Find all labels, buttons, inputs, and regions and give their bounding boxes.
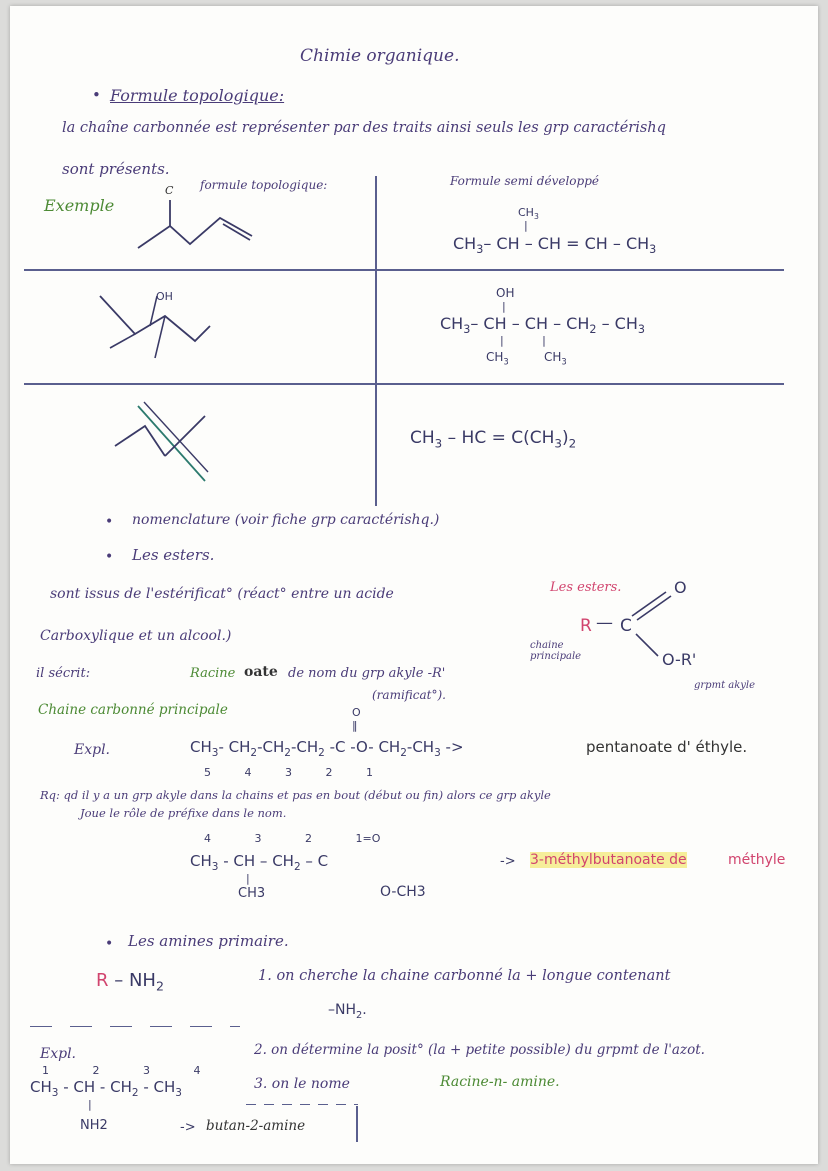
amines-step2: 2. on détermine la posit° (la + petite possible) du grpmt de l'azot. <box>254 1042 705 1058</box>
exemple-label: Exemple <box>44 196 115 215</box>
amines-expl-formula: $CH_3$ - CH - $CH_2 - CH_3$ <box>30 1078 182 1099</box>
esters-line1: sont issus de l'estérificat° (réact° entre un acide <box>50 586 394 602</box>
table-row-divider-1 <box>24 269 784 271</box>
ester-o-top: O <box>674 578 687 597</box>
ester-ex2-result-b: méthyle <box>728 852 786 868</box>
bullet-dot: • <box>92 86 101 104</box>
esters-ramificat: (ramificat°). <box>372 688 446 702</box>
amines-step3-formula: Racine-n- amine. <box>440 1074 560 1090</box>
ester-rq-line2: Joue le rôle de préfixe dans le nom. <box>80 806 287 820</box>
amines-step3: 3. on le nome <box>254 1076 350 1092</box>
amines-step1: 1. on cherche la chaine carbonné la + longue contenant <box>258 968 671 984</box>
ester-ex2-arrow: -> <box>500 854 516 869</box>
esters-racine: Racine <box>190 666 236 681</box>
nomenclature-text: nomenclature (voir fiche grp caractérishq.) <box>132 512 440 528</box>
col-semi-header: Formule semi développé <box>450 174 599 188</box>
amines-box-right <box>356 1106 358 1142</box>
ester-dash: — <box>596 613 613 633</box>
row1-bond: | <box>524 219 528 232</box>
table-row-divider-2 <box>24 383 784 385</box>
row2-oh-topo: OH <box>156 290 173 303</box>
ester-grpmt: grpmt akyle <box>694 680 756 691</box>
ester-expl-result: pentanoate d' éthyle. <box>586 738 748 756</box>
topo-desc-line2: sont présents. <box>62 160 170 178</box>
esters-box-title: Les esters. <box>550 580 622 595</box>
bullet-dot: • <box>105 936 114 952</box>
page-title: Chimie organique. <box>300 46 460 66</box>
esters-chaine: Chaine carbonné principale <box>38 702 228 718</box>
esters-oate: oate <box>244 664 278 680</box>
topo-structure-2 <box>95 286 215 376</box>
ester-expl-carbonyl-o: O ‖ <box>352 706 361 732</box>
table-vertical-divider <box>375 176 377 506</box>
amines-expl-result: butan-2-amine <box>206 1118 306 1134</box>
ester-ex2-numbers: 4 3 2 1=O <box>204 832 381 845</box>
row2-oh: OH <box>496 286 515 300</box>
topo-heading: Formule topologique: <box>110 86 285 105</box>
amines-expl-label: Expl. <box>40 1046 77 1062</box>
row1-ch3-top: $CH_3$ <box>518 206 539 222</box>
amines-expl-arrow: -> <box>180 1120 196 1135</box>
col-topo-header: formule topologique: <box>200 178 328 192</box>
amines-box-top <box>246 1104 358 1105</box>
esters-heading: Les esters. <box>132 546 215 564</box>
topo-desc-line1: la chaîne carbonnée est représenter par des traits ainsi seuls les grp caractérishq <box>62 120 666 136</box>
topo-structure-1 <box>130 186 280 266</box>
row2-bond-top: | <box>502 300 506 313</box>
amines-step1b: $-NH_2$. <box>328 1002 367 1021</box>
carbon-label: C <box>165 184 174 197</box>
ester-ex2-bond: | <box>246 872 250 885</box>
ester-expl-label: Expl. <box>74 742 111 758</box>
ester-expl-formula: $CH_3-$ $CH_2-CH_2-CH_2$ -C -O- $CH_2-CH_3$ -> <box>190 738 464 759</box>
ester-or: O-R' <box>662 650 697 669</box>
ester-chaine-principale: chaine principale <box>530 640 582 662</box>
row2-ch3-sub2: $CH_3$ <box>544 350 567 367</box>
esters-ecrit: il sécrit: <box>36 666 91 681</box>
ester-ex2-formula: $CH_3$ - CH – $CH_2$ – C <box>190 852 329 873</box>
row2-ch3-sub1: $CH_3$ <box>486 350 509 367</box>
row1-formula: $CH_3-$ CH – CH = CH – $CH_3$ <box>453 234 657 257</box>
amines-expl-bond: | <box>88 1098 92 1111</box>
notebook-page <box>10 6 818 1164</box>
amines-rnh2: R – $NH_2$ <box>96 970 164 994</box>
dashed-separator <box>30 1026 240 1027</box>
ester-c: C <box>620 616 632 636</box>
esters-de-nom: de nom du grp akyle -R' <box>288 666 446 681</box>
bullet-dot: • <box>105 549 114 565</box>
ester-ex2-result-a: 3-méthylbutanoate de <box>530 852 687 868</box>
row2-bonds-bottom: | | <box>500 334 546 347</box>
bullet-dot: • <box>105 514 114 530</box>
ester-r: R <box>580 616 592 636</box>
ester-ex2-ch3: CH3 <box>238 886 266 901</box>
ester-rq-line1: Rq: qd il y a un grp akyle dans la chains et pas en bout (début ou fin) alors ce grp akyle <box>40 788 551 802</box>
amines-heading: Les amines primaire. <box>128 932 289 950</box>
topo-structure-3 <box>110 396 230 486</box>
ester-expl-numbers: 5 4 3 2 1 <box>204 766 373 779</box>
row3-formula: $CH_3$ – HC = $C(CH_3)_2$ <box>410 428 577 451</box>
amines-expl-numbers: 1 2 3 4 <box>42 1064 201 1077</box>
row2-formula: $CH_3-$ CH – CH – $CH_2 - CH_3$ <box>440 314 645 337</box>
ester-ex2-och3: O-CH3 <box>380 884 426 900</box>
esters-line2: Carboxylique et un alcool.) <box>40 628 232 644</box>
amines-expl-nh2: NH2 <box>80 1118 108 1133</box>
